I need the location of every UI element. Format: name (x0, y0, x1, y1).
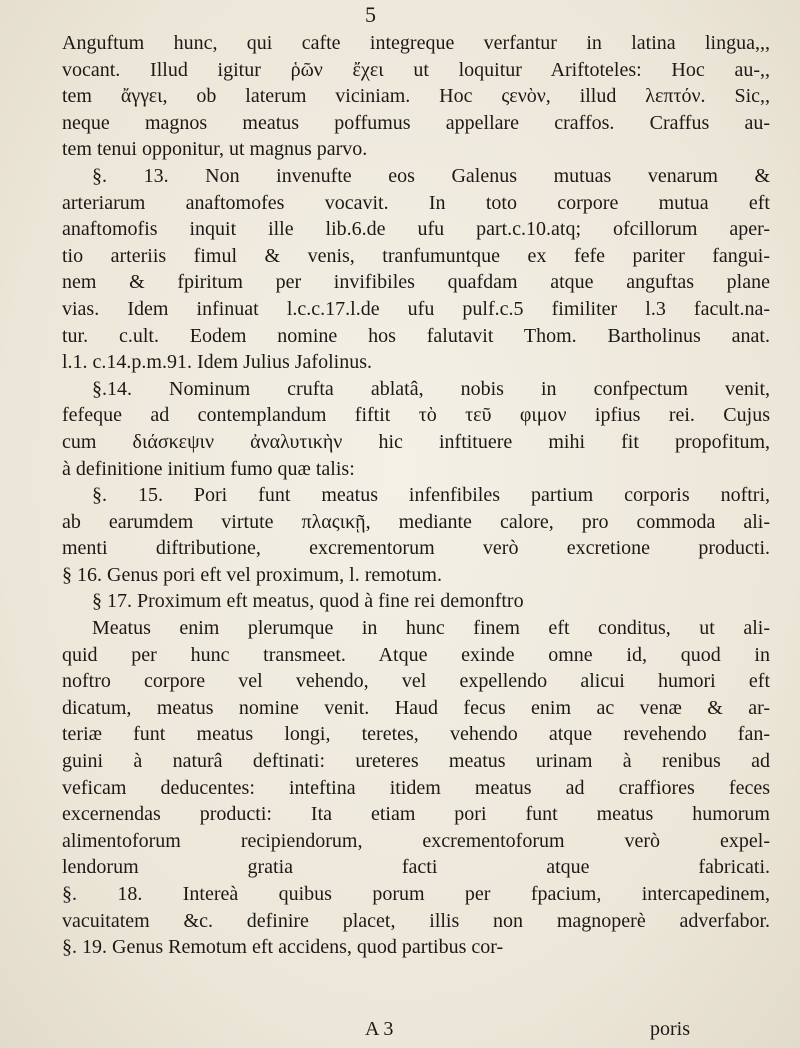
text-line: noftro corpore vel vehendo, vel expellendo alicui humori eft (62, 670, 770, 693)
text-line: fefeque ad contemplandum fiftit τὸ τεῦ φιμον ipfius rei. Cujus (62, 404, 770, 427)
text-line: anaftomofis inquit ille lib.6.de ufu part.c.10.atq; ofcillorum aper- (62, 218, 770, 241)
text-line: vacuitatem &c. definire placet, illis non magnoperè adverfabor. (62, 909, 770, 932)
text-line: à definitione initium fumo quæ talis: (62, 457, 355, 480)
text-line: teriæ funt meatus longi, teretes, vehendo atque revehendo fan- (62, 723, 770, 746)
text-line: § 16. Genus pori eft vel proximum, l. remotum. (62, 563, 442, 586)
paragraph-line: §. 13. Non invenufte eos Galenus mutuas venarum & (92, 164, 770, 187)
text-line: vocant. Illud igitur ῥῶν ἔχει ut loquitur Ariftoteles: Hoc au-,, (62, 58, 770, 81)
text-line: quid per hunc transmeet. Atque exinde omne id, quod in (62, 643, 770, 666)
text-line: §. 19. Genus Remotum eft accidens, quod partibus cor- (62, 936, 504, 959)
page-text-block (62, 30, 770, 961)
text-line: alimentoforum recipiendorum, excrementoforum verò expel- (62, 829, 770, 852)
text-line: tio arteriis fimul & venis, tranfumuntque ex fefe pariter fangui- (62, 244, 770, 267)
paragraph-line: § 17. Proximum eft meatus, quod à fine rei demonftro (92, 590, 524, 613)
text-line: tur. c.ult. Eodem nomine hos falutavit Thom. Bartholinus anat. (62, 324, 770, 347)
paragraph-line: §. 15. Pori funt meatus infenfibiles partium corporis noftri, (92, 484, 770, 507)
text-line: neque magnos meatus poffumus appellare craffos. Craffus au- (62, 111, 770, 134)
paragraph-line: §.14. Nominum crufta ablatâ, nobis in confpectum venit, (92, 377, 770, 400)
text-line: tem ἄγγει, ob laterum viciniam. Hoc ςενὸν, illud λεπτόν. Sic,, (62, 85, 770, 108)
catchword: poris (650, 1018, 690, 1040)
paragraph-line: Meatus enim plerumque in hunc finem eft conditus, ut ali- (92, 617, 770, 640)
text-line: cum διάσκεψιν ἀναλυτικὴν hic inftituere mihi fit propofitum, (62, 430, 770, 453)
text-line: guini à naturâ deftinati: ureteres meatus urinam à renibus ad (62, 750, 770, 773)
page-number: 5 (365, 2, 376, 27)
text-line: Anguftum hunc, qui cafte integreque verfantur in latina lingua,,, (62, 32, 770, 54)
text-line: veficam deducentes: inteftina itidem meatus ad craffiores feces (62, 776, 770, 799)
text-line: lendorum gratia facti atque fabricati. (62, 856, 770, 879)
text-line: excernendas producti: Ita etiam pori funt meatus humorum (62, 803, 770, 826)
text-line: menti diftributione, excrementorum verò excretione producti. (62, 537, 770, 560)
signature-mark: A 3 (365, 1018, 394, 1040)
text-line: §. 18. Intereà quibus porum per fpacium, intercapedinem, (62, 883, 770, 905)
text-line: l.1. c.14.p.m.91. Idem Julius Jafolinus. (62, 351, 372, 374)
text-line: tem tenui opponitur, ut magnus parvo. (62, 138, 368, 161)
text-line: vias. Idem infinuat l.c.c.17.l.de ufu pulf.c.5 fimiliter l.3 facult.na- (62, 297, 770, 320)
text-line: nem & fpiritum per invifibiles quafdam atque anguftas plane (62, 271, 770, 294)
text-line: ab earumdem virtute πλαςικῇ, mediante calore, pro commoda ali- (62, 510, 770, 533)
text-line: dicatum, meatus nomine venit. Haud fecus enim ac venæ & ar- (62, 696, 770, 719)
text-line: arteriarum anaftomofes vocavit. In toto corpore mutua eft (62, 191, 770, 214)
